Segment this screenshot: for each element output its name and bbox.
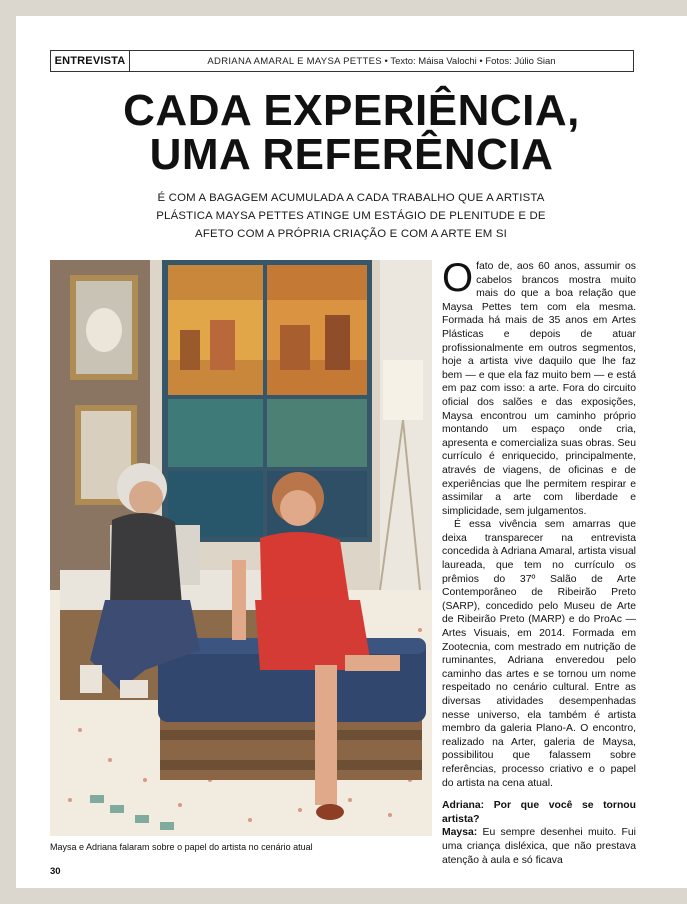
- subtitle-line-2: PLÁSTICA MAYSA PETTES ATINGE UM ESTÁGIO DE PLENITUDE E DE: [156, 210, 546, 222]
- section-tag: ENTREVISTA: [51, 51, 130, 71]
- subtitle-line-3: AFETO COM A PRÓPRIA CRIAÇÃO E COM A ARTE EM SI: [195, 228, 507, 240]
- header-bar: [50, 50, 634, 72]
- subtitle: [136, 189, 566, 243]
- interview-photo: [50, 260, 432, 836]
- answer-speaker: Maysa:: [442, 827, 478, 839]
- subtitle-line-1: É COM A BAGAGEM ACUMULADA A CADA TRABALHO QUE A ARTISTA: [157, 192, 545, 204]
- drop-cap: O: [442, 256, 474, 300]
- paragraph-1-text: fato de, aos 60 anos, assumir os cabelos brancos mostra muito mais do que a boa relação que Maysa Pettes tem com ela mesma. Formada há mais de 35 anos em Artes Plásticas e depois de atuar profissionalmente em outros segmentos, hoje a artista vive daquilo que lhe faz bem — e que ela faz muito bem — e está em paz com isso: a arte. Fora do circuito oficial dos salões e das exposições, Maysa encontrou um caminho próprio montando um espaço onde cria, apresenta e comercializa suas obras. Seu currículo é enriquecido, principalmente, através de viagens, de oficinas e de experiências que lhe permitem respirar e assimilar a arte com liberdade e simplicidade, sem julgamentos.: [442, 261, 636, 517]
- interview-answer: [442, 826, 636, 867]
- article-body: [442, 256, 636, 867]
- interview-question: Adriana: Por que você se tornou artista?: [442, 800, 636, 825]
- photo-caption: Maysa e Adriana falaram sobre o papel do artista no cenário atual: [50, 842, 313, 852]
- answer-text: Eu sempre desenhei muito. Fui uma criança disléxica, que não prestava atenção à aula e só ficava: [442, 827, 636, 866]
- author-credits: • Texto: Máisa Valochi • Fotos: Júlio Sian: [381, 55, 556, 67]
- magazine-page: [16, 16, 687, 888]
- page-number: 30: [50, 866, 61, 877]
- paragraph-2: É essa vivência sem amarras que deixa transparecer na entrevista concedida à Adriana Amaral, artista visual laureada, que tem no currículo os prêmios do 37º Salão de Arte Contemporâneo de Ribeirão Preto (SARP), concedido pelo Museu de Arte de Ribeirão Preto (MARP) e do ProAc — Artes Visuais, em 2014. Formada em Zootecnia, com mestrado em nutrição de ruminantes, Adriana enveredou pelo caminho das artes e se tornou um nome respeitado no cenário cultural. Entre as diversas atividades desempenhadas nesse universo, ela também é artista membro da galeria Plano-A. O encontro, realizado na Arter, galeria de Maysa, possibilitou que falassem sobre referências, processo criativo e o papel do artista na cena atual.: [442, 519, 636, 789]
- headline-line-2: UMA REFERÊNCIA: [149, 130, 554, 179]
- paragraph-1: [442, 256, 636, 518]
- headline-line-1: CADA EXPERIÊNCIA,: [123, 86, 580, 135]
- photo-illustration: [50, 260, 432, 836]
- byline: [130, 56, 633, 67]
- interviewee-names: ADRIANA AMARAL E MAYSA PETTES: [207, 55, 382, 67]
